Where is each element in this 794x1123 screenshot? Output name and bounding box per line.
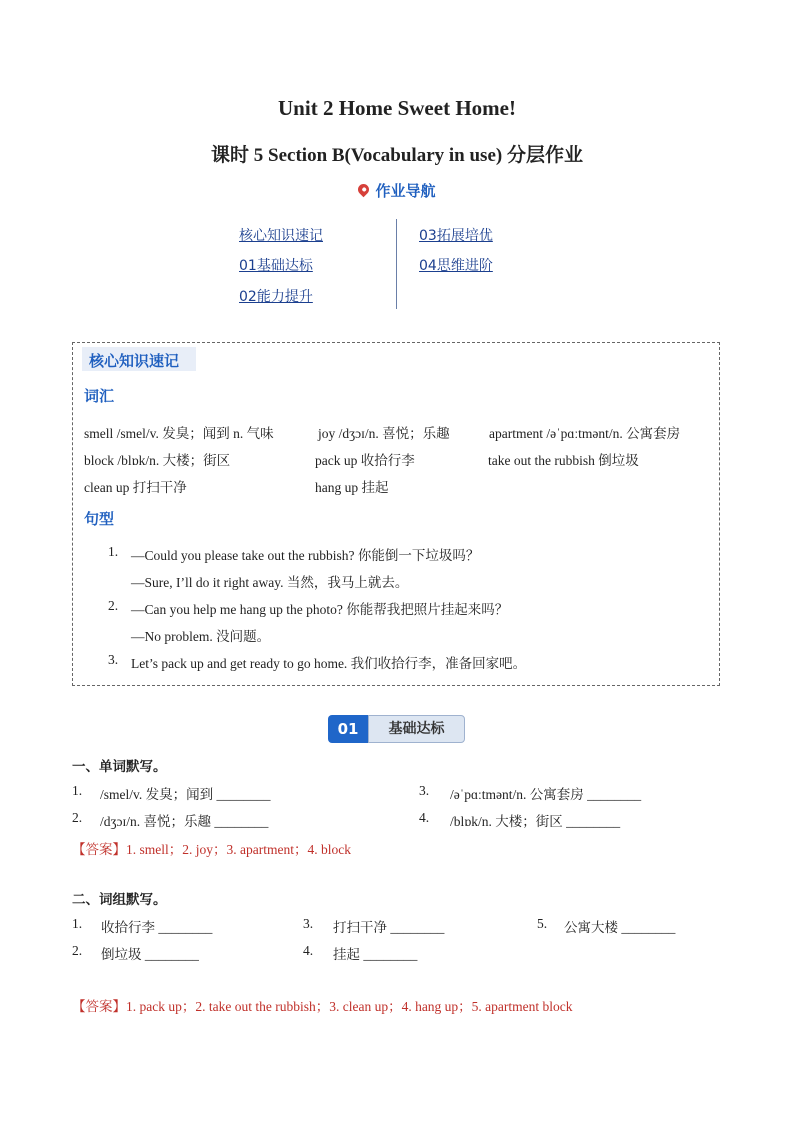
core-heading: 核心知识速记	[89, 352, 180, 370]
item-number: 3.	[303, 916, 314, 931]
item-text: 公寓大楼 ________	[564, 920, 676, 935]
vocab-item: block /blɒk/n. 大楼；街区	[84, 453, 231, 468]
item-number: 1.	[72, 783, 83, 798]
item-text: 收拾行李 ________	[101, 920, 213, 935]
item-text: /blɒk/n. 大楼；街区 ________	[450, 814, 621, 829]
section-badge	[328, 715, 465, 743]
answer-label: 【答案】	[72, 842, 126, 857]
question-heading: 二、词组默写。	[72, 892, 167, 908]
nav-link-04[interactable]: 04思维进阶	[419, 258, 493, 274]
item-number: 1.	[72, 916, 83, 931]
item-text: /dʒɔɪ/n. 喜悦；乐趣 ________	[100, 814, 269, 829]
sentence-number: 3.	[108, 652, 119, 667]
item-number: 3.	[419, 783, 430, 798]
page-subtitle: 课时 5 Section B(Vocabulary in use) 分层作业	[211, 145, 583, 166]
item-number: 2.	[72, 943, 83, 958]
vocab-item: joy /dʒɔɪ/n. 喜悦；乐趣	[318, 426, 450, 441]
sentence-line: —Could you please take out the rubbish? 你能倒一下垃圾吗？	[131, 548, 480, 563]
item-text: 挂起 ________	[333, 947, 418, 962]
vocab-item: clean up 打扫干净	[84, 480, 187, 495]
item-text: /əˈpɑːtmənt/n. 公寓套房 ________	[450, 787, 642, 802]
sentence-heading: 句型	[84, 510, 115, 528]
answer-text: 1. smell；2. joy；3. apartment；4. block	[126, 842, 351, 857]
nav-link-core[interactable]: 核心知识速记	[239, 228, 323, 244]
sentence-number: 2.	[108, 598, 119, 613]
item-number: 5.	[537, 916, 548, 931]
sentence-line: Let’s pack up and get ready to go home. 我们收拾行李，准备回家吧。	[131, 656, 527, 671]
nav-link-03[interactable]: 03拓展培优	[419, 228, 493, 244]
vocab-item: pack up 收拾行李	[315, 453, 415, 468]
badge-number: 01	[328, 715, 368, 743]
location-pin-icon	[356, 182, 372, 198]
answer-line	[72, 838, 351, 858]
item-number: 2.	[72, 810, 83, 825]
item-text: /smel/v. 发臭；闻到 ________	[100, 787, 271, 802]
badge-label: 基础达标	[368, 715, 465, 743]
answer-label: 【答案】	[72, 999, 126, 1014]
answer-line	[72, 995, 573, 1015]
nav-link-01[interactable]: 01基础达标	[239, 258, 313, 274]
item-text: 倒垃圾 ________	[101, 947, 199, 962]
item-number: 4.	[303, 943, 314, 958]
nav-heading-label: 作业导航	[375, 182, 436, 200]
item-number: 4.	[419, 810, 430, 825]
vocab-item: apartment /əˈpɑːtmənt/n. 公寓套房	[489, 426, 681, 441]
sentence-line: —Sure, I’ll do it right away. 当然，我马上就去。	[131, 575, 409, 590]
vocab-item: hang up 挂起	[315, 480, 389, 495]
page-title: Unit 2 Home Sweet Home!	[278, 96, 516, 120]
item-text: 打扫干净 ________	[333, 920, 445, 935]
sentence-line: —No problem. 没问题。	[131, 629, 271, 644]
vocab-item: smell /smel/v. 发臭；闻到 n. 气味	[84, 426, 274, 441]
question-heading: 一、单词默写。	[72, 759, 167, 775]
nav-divider	[396, 219, 397, 309]
vocab-heading: 词汇	[84, 387, 115, 405]
answer-text: 1. pack up；2. take out the rubbish；3. clean up；4. hang up；5. apartment block	[126, 999, 573, 1014]
vocab-item: take out the rubbish 倒垃圾	[488, 453, 639, 468]
sentence-line: —Can you help me hang up the photo? 你能帮我把照片挂起来吗？	[131, 602, 509, 617]
nav-link-02[interactable]: 02能力提升	[239, 289, 313, 305]
nav-heading	[0, 180, 794, 201]
sentence-number: 1.	[108, 544, 119, 559]
